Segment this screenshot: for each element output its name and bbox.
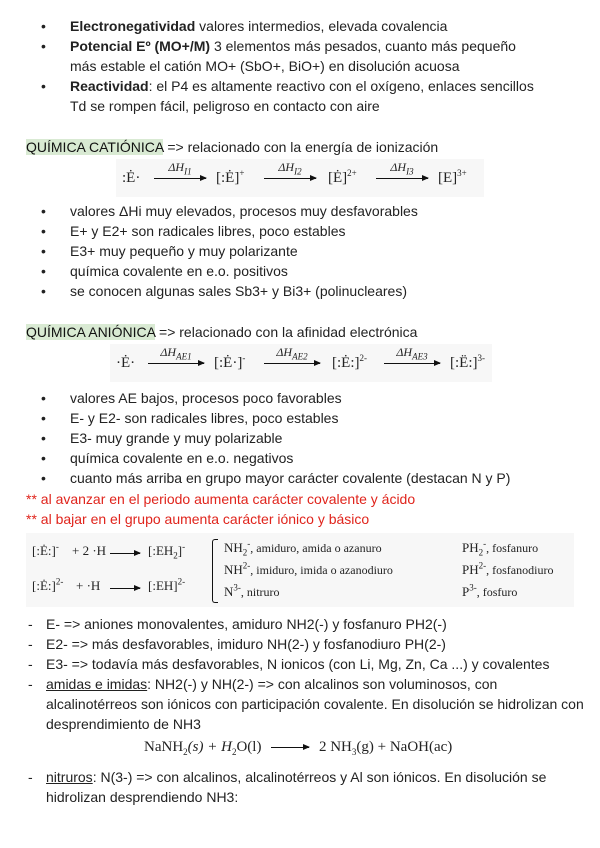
phosphorus-anions xyxy=(462,537,574,603)
species-cation-1: [:Ė]+ xyxy=(216,168,245,186)
list-item: - E3- => todavía más desfavorables, N ionicos (con Li, Mg, Zn, Ca ...) y covalentes xyxy=(26,654,586,674)
list-item: • Potencial Eº (MO+/M) 3 elementos más pesados, cuanto más pequeño xyxy=(0,36,590,56)
arrow-label-2: $\Delta H_{AE2}$ xyxy=(276,345,308,362)
arrow-label-1: $\Delta H_{AE1}$ xyxy=(160,345,192,362)
list-item: • E+ y E2+ son radicales libres, poco estables xyxy=(0,221,590,241)
reaction-arrow xyxy=(264,363,320,364)
reaction-2-product: [:EH]$^{2-}$ xyxy=(148,576,186,593)
list-item: - amidas e imidas: NH2(-) y NH(2-) => con alcalinos son voluminosos, con alcalinotérreos son iónicos con participación covalente. En disolución se hidrolizan con desprendimiento de NH3 xyxy=(26,674,586,734)
properties-list xyxy=(0,16,590,116)
cationic-heading: QUÍMICA CATIÓNICA => relacionado con la energía de ionización xyxy=(26,139,439,155)
list-item: - E- => aniones monovalentes, amiduro NH2(-) y fosfanuro PH2(-) xyxy=(26,614,586,634)
species-anion-3: [:Ë:]$^{3-}$ xyxy=(450,353,485,371)
list-item: • valores ΔHi muy elevados, procesos muy desfavorables xyxy=(0,201,590,221)
species-neutral: ·Ė· xyxy=(116,355,136,371)
red-note-1: ** al avanzar en el periodo aumenta carácter covalente y ácido xyxy=(26,491,416,507)
arrow-label-3: $\Delta H_{I3}$ xyxy=(390,160,414,177)
nitruros-list xyxy=(26,767,586,807)
phosphorus-anion-3: $P^{3-}$, fosfuro xyxy=(462,582,518,599)
anionic-heading: QUÍMICA ANIÓNICA => relacionado con la afinidad electrónica xyxy=(26,324,418,340)
list-item: • E3+ muy pequeño y muy polarizante xyxy=(0,241,590,261)
hydrolysis-equation: NaNH$_2$(s) + $H_2O(l)$ 2 $NH_3(g)$ + NaOH(ac) xyxy=(144,739,453,757)
nitrogen-anion-3: $N^{3-}$, nitruro xyxy=(224,582,280,599)
reaction-arrow xyxy=(376,178,428,179)
cationic-list xyxy=(0,201,590,301)
reaction-arrow xyxy=(110,553,140,554)
list-item-continuation: Td se rompen fácil, peligroso en contacto con aire xyxy=(70,98,380,114)
reaction-1-left: [:Ė:]- xyxy=(32,541,59,558)
reaction-arrow xyxy=(271,747,309,748)
list-item: • E3- muy grande y muy polarizable xyxy=(0,428,590,448)
species-anion-2: [:Ė:]$^{2-}$ xyxy=(332,353,367,371)
list-item: - nitruros: N(3-) => con alcalinos, alcalinotérreos y Al son iónicos. En disolución se hidrolizan desprendiendo NH3: xyxy=(26,767,586,807)
list-item: • Reactividad: el P4 es altamente reactivo con el oxígeno, enlaces sencillos xyxy=(0,76,590,96)
arrow-label-2: $\Delta H_{I2}$ xyxy=(278,160,302,177)
reaction-2-reagent: + ·H xyxy=(76,578,101,593)
reaction-2-left: [:Ė:]$^{2-}$ xyxy=(32,576,64,593)
list-item: • química covalente en e.o. negativos xyxy=(0,448,590,468)
species-cation-3: $[E]^{3+}$ xyxy=(438,168,467,186)
list-item: • E- y E2- son radicales libres, poco estables xyxy=(0,408,590,428)
reaction-arrow xyxy=(148,363,204,364)
list-item: • valores AE bajos, procesos poco favorables xyxy=(0,388,590,408)
brace-divider xyxy=(212,539,218,603)
species-cation-2: [Ė]$^{2+}$ xyxy=(328,168,357,186)
species-neutral: :Ė· xyxy=(122,170,141,186)
list-item: - E2- => más desfavorables, imiduro NH(2-) y fosfanodiuro PH(2-) xyxy=(26,634,586,654)
list-item-continuation: más estable el catión MO+ (SbO+, BiO+) en disolución acuosa xyxy=(70,58,460,74)
phosphorus-anion-1: $PH_2^-$, fosfanuro xyxy=(462,538,539,558)
reaction-arrow xyxy=(384,363,440,364)
anion-formation-box xyxy=(26,533,574,607)
reaction-arrow xyxy=(154,178,206,179)
reaction-arrow xyxy=(110,588,140,589)
anion-notes-list xyxy=(26,614,586,734)
list-item: • química covalente en e.o. positivos xyxy=(0,261,590,281)
anionic-list xyxy=(0,388,590,488)
arrow-label-3: $\Delta H_{AE3}$ xyxy=(396,345,428,362)
reaction-1-product: $[:EH_2]^-$ xyxy=(148,541,186,561)
reaction-1-reagent: + 2 ·H xyxy=(72,543,107,558)
species-anion-1: [:Ė·]- xyxy=(214,353,246,371)
anionic-equation xyxy=(110,344,492,382)
list-item: • se conocen algunas sales Sb3+ y Bi3+ (polinucleares) xyxy=(0,281,590,301)
arrow-label-1: $\Delta H_{I1}$ xyxy=(168,160,192,177)
reaction-arrow xyxy=(264,178,316,179)
nitrogen-anions xyxy=(224,537,464,603)
list-item: • Electronegatividad valores intermedios, elevada covalencia xyxy=(0,16,590,36)
list-item: • cuanto más arriba en grupo mayor carácter covalente (destacan N y P) xyxy=(0,468,590,488)
cationic-equation xyxy=(116,159,484,197)
phosphorus-anion-2: $PH^{2-}$, fosfanodiuro xyxy=(462,560,554,577)
red-note-2: ** al bajar en el grupo aumenta carácter iónico y básico xyxy=(26,511,370,527)
nitrogen-anion-1: $NH_2^-$, amiduro, amida o azanuro xyxy=(224,538,382,558)
nitrogen-anion-2: $NH^{2-}$, imiduro, imida o azanodiuro xyxy=(224,560,393,577)
